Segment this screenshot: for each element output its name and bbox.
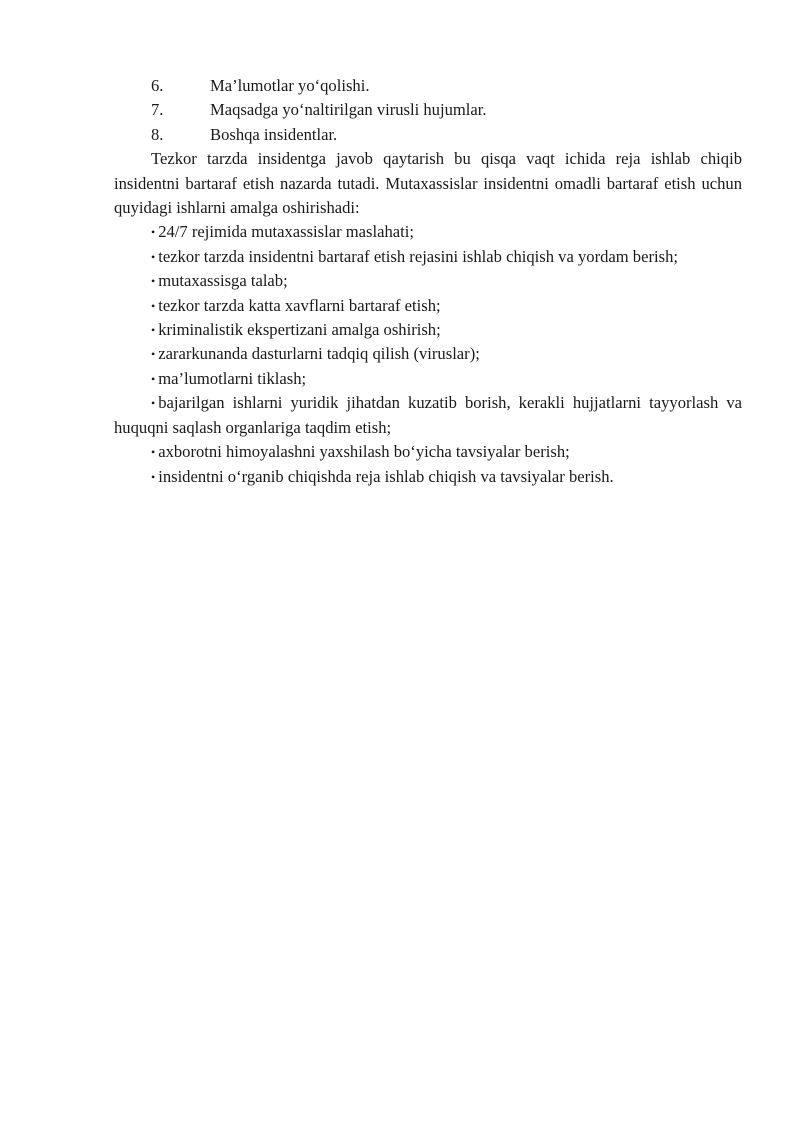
- bullet-item: [114, 342, 742, 366]
- bullet-item: [114, 318, 742, 342]
- bullet-item: [114, 367, 742, 391]
- bullet-item: [114, 220, 742, 244]
- bullet-item: [114, 465, 742, 489]
- numbered-item: [114, 123, 742, 147]
- bullet-item: [114, 269, 742, 293]
- item-number: 7.: [151, 100, 164, 120]
- item-text: Boshqa insidentlar.: [210, 124, 338, 144]
- bullet-item: [114, 391, 742, 440]
- numbered-item: [114, 98, 742, 122]
- bullet-item: [114, 245, 742, 269]
- bullet-text: insidentni o‘rganib chiqishda reja ishlab chiqish va tavsiyalar berish.: [158, 466, 614, 486]
- bullet-dot-icon: •: [151, 445, 156, 460]
- bullet-item: [114, 440, 742, 464]
- bullet-text: kriminalistik ekspertizani amalga oshirish;: [158, 320, 441, 340]
- item-number: 6.: [151, 76, 164, 95]
- bullet-text: tezkor tarzda insidentni bartaraf etish rejasini ishlab chiqish va yordam berish;: [158, 246, 678, 266]
- bullet-dot-icon: •: [151, 371, 156, 386]
- intro-paragraph: Tezkor tarzda insidentga javob qaytarish bu qisqa vaqt ichida reja ishlab chiqib insidentni bartaraf etish nazarda tutadi. Mutaxassislar insidentni omadli bartaraf etish uchun quyidagi ishlarni amalga oshirishadi:: [114, 149, 742, 218]
- item-text: Maqsadga yo‘naltirilgan virusli hujumlar.: [210, 100, 487, 120]
- bullet-text: ma’lumotlarni tiklash;: [158, 368, 307, 388]
- bullet-dot-icon: •: [151, 323, 156, 338]
- bullet-dot-icon: •: [151, 396, 156, 411]
- bullet-text: bajarilgan ishlarni yuridik jihatdan kuzatib borish, kerakli hujjatlarni tayyorlash va huquqni saqlash organlariga taqdim etish;: [114, 393, 742, 437]
- bullet-item: [114, 294, 742, 318]
- bullet-text: tezkor tarzda katta xavflarni bartaraf etish;: [158, 295, 441, 315]
- bullet-dot-icon: •: [151, 274, 156, 289]
- bullet-text: 24/7 rejimida mutaxassislar maslahati;: [158, 222, 414, 242]
- bullet-text: axborotni himoyalashni yaxshilash bo‘yicha tavsiyalar berish;: [158, 442, 570, 462]
- bullet-dot-icon: •: [151, 249, 156, 264]
- numbered-item: [114, 74, 742, 98]
- bullet-dot-icon: •: [151, 298, 156, 313]
- bullet-dot-icon: •: [151, 225, 156, 240]
- bullet-dot-icon: •: [151, 347, 156, 362]
- bullet-text: mutaxassisga talab;: [158, 271, 288, 291]
- bullet-text: zararkunanda dasturlarni tadqiq qilish (viruslar);: [158, 344, 480, 364]
- item-text: Ma’lumotlar yo‘qolishi.: [210, 76, 370, 95]
- bullet-dot-icon: •: [151, 469, 156, 484]
- document-page: [114, 74, 742, 489]
- item-number: 8.: [151, 124, 164, 144]
